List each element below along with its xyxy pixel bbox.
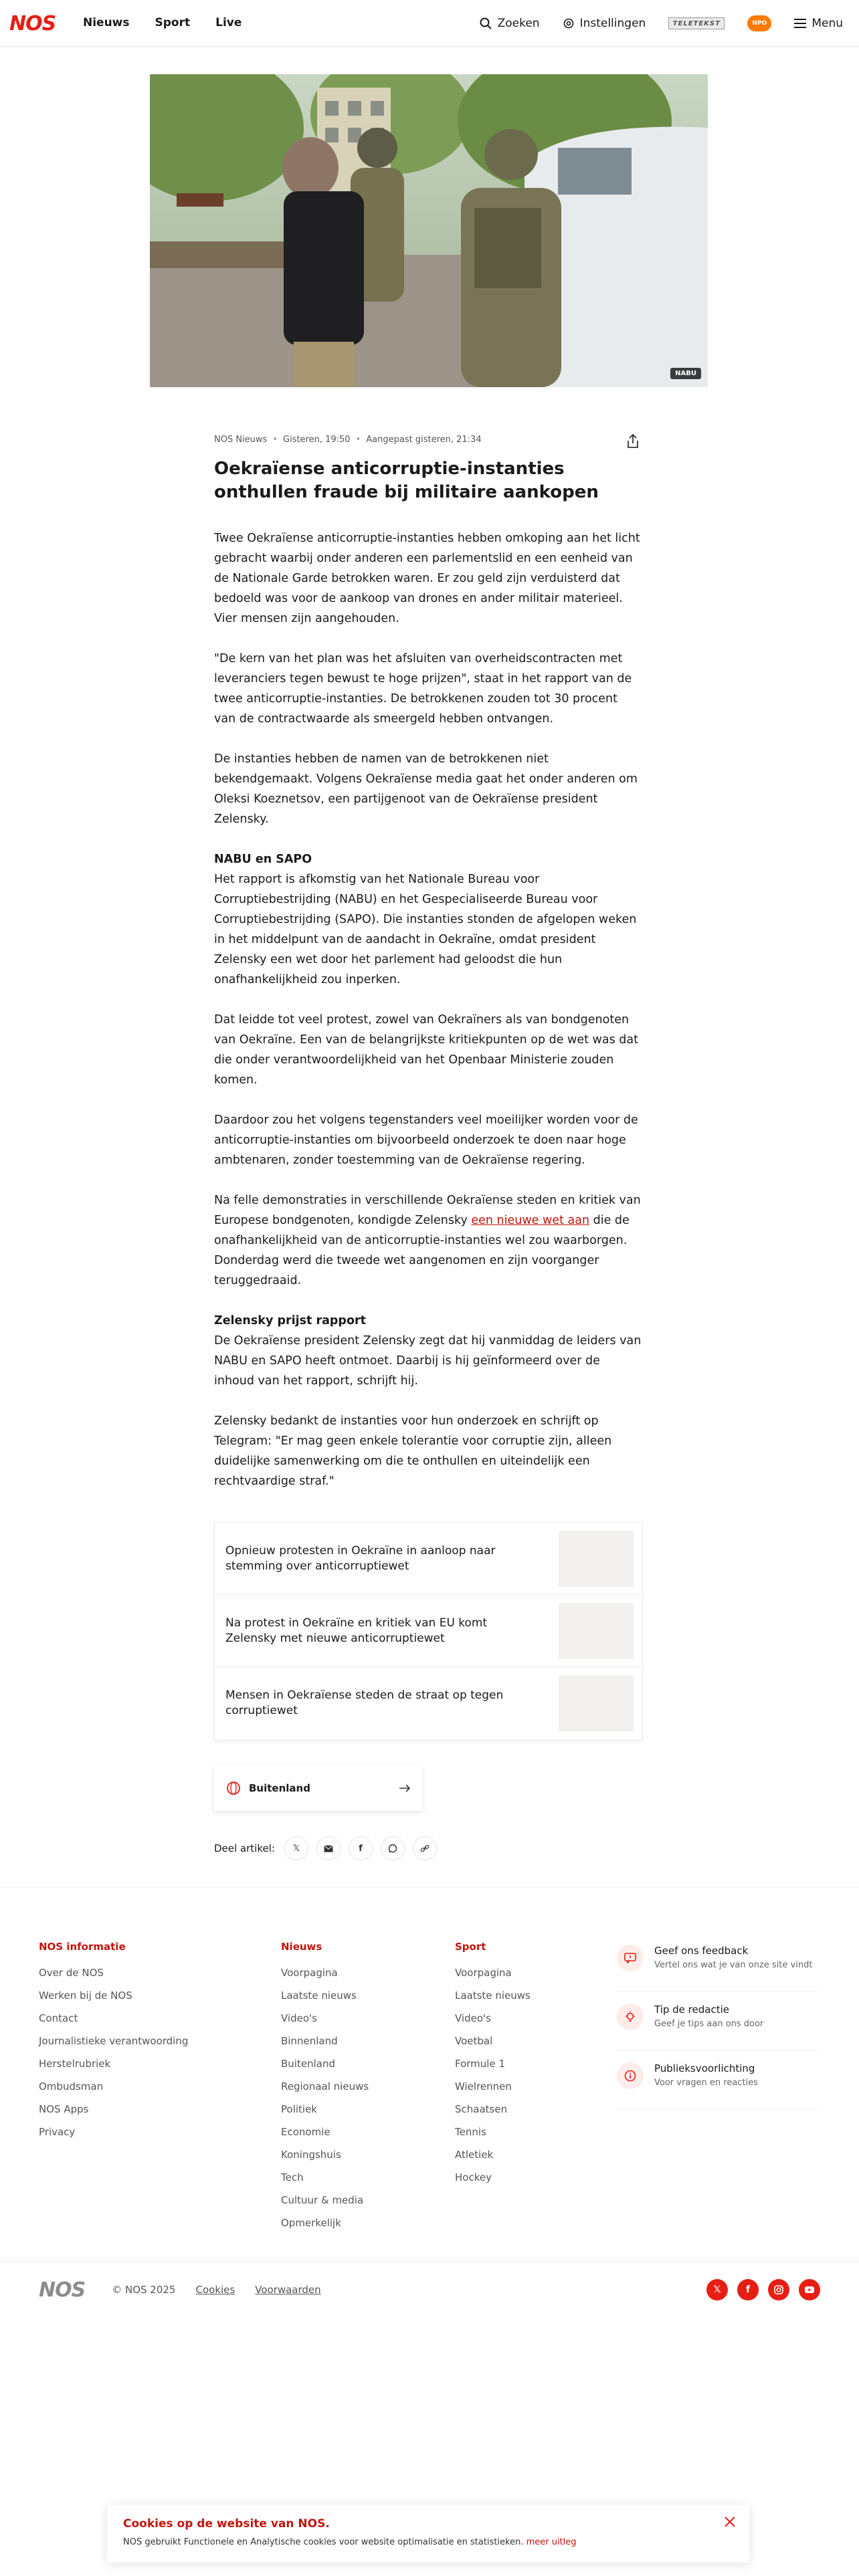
nos-logo[interactable] xyxy=(9,12,59,35)
facebook-icon: f xyxy=(359,1843,363,1854)
footer-link[interactable]: Schaatsen xyxy=(455,2103,508,2115)
footer-link[interactable]: Video's xyxy=(455,2012,491,2024)
lightbulb-icon xyxy=(617,2004,644,2030)
hero-image xyxy=(150,74,708,387)
feedback-subtitle: Vertel ons wat je van onze site vindt xyxy=(654,1960,813,1970)
cookie-banner-text xyxy=(123,2537,733,2547)
article-paragraph xyxy=(214,1190,642,1291)
footer-link[interactable]: Voorpagina xyxy=(281,1967,338,1979)
article-paragraph: Het rapport is afkomstig van het Nationale Bureau voor Corruptiebestrijding (NABU) en het Gespecialiseerde Bureau voor Corruptiebestrijding (SAPO). Die instanties stonden de afgelopen weken in het middelpunt van de aandacht in Oekraïne, omdat president Zelensky een wet door het parlement had geloodst die hun onafhankelijkheid zou inperken. xyxy=(214,873,637,986)
copyright-text: © NOS 2025 xyxy=(112,2284,176,2296)
social-links xyxy=(706,2279,820,2300)
site-header xyxy=(0,0,859,47)
gear-icon xyxy=(563,17,575,29)
main-nav xyxy=(83,16,242,29)
footer-link[interactable]: Journalistieke verantwoording xyxy=(39,2035,189,2047)
footer-divider xyxy=(0,1887,859,1888)
feedback-title: Geef ons feedback xyxy=(654,1945,749,1957)
footer-link[interactable]: Buitenland xyxy=(281,2058,335,2070)
copy-link-button[interactable] xyxy=(413,1836,437,1860)
settings-button[interactable] xyxy=(563,17,646,30)
related-article-title: Opnieuw protesten in Oekraïne in aanloop naar stemming over anticorruptiewet xyxy=(225,1543,496,1573)
whatsapp-icon xyxy=(388,1844,397,1853)
terms-link[interactable]: Voorwaarden xyxy=(255,2284,321,2296)
article-source: NOS Nieuws xyxy=(214,435,268,445)
arrow-right-icon xyxy=(399,1784,411,1793)
footer-divider xyxy=(0,2261,859,2262)
footer-link[interactable]: Over de NOS xyxy=(39,1967,104,1979)
share-icon xyxy=(625,433,641,450)
paragraph-text: die de onafhankelijkheid van de anticorruptie-instanties wel zou waarborgen. Donderdag werd die tweede wet aangenomen en zijn voorganger teruggedraaid. xyxy=(214,1214,630,1287)
footer-link[interactable]: Voorpagina xyxy=(455,1967,512,1979)
footer-column-nieuws xyxy=(281,1941,369,2234)
menu-button[interactable] xyxy=(794,17,843,30)
x-social-button[interactable] xyxy=(706,2279,728,2300)
share-email-button[interactable] xyxy=(316,1836,341,1860)
publieksvoorlichting-subtitle: Voor vragen en reacties xyxy=(654,2078,758,2088)
footer-column-title: NOS informatie xyxy=(39,1941,126,1953)
related-article-thumbnail xyxy=(559,1531,634,1587)
article-title: Oekraïense anticorruptie-instanties onthullen fraude bij militaire aankopen xyxy=(214,459,599,502)
cookie-more-info-link[interactable]: meer uitleg xyxy=(526,2537,577,2547)
x-icon: 𝕏 xyxy=(292,1843,300,1854)
topic-button-buitenland[interactable] xyxy=(214,1765,423,1811)
related-article-thumbnail xyxy=(559,1603,634,1659)
footer-link[interactable]: Privacy xyxy=(39,2126,76,2138)
footer-link[interactable]: Regionaal nieuws xyxy=(281,2080,369,2092)
close-icon xyxy=(723,2514,737,2529)
teletekst-link[interactable]: TELETEKST xyxy=(668,17,725,29)
instagram-social-button[interactable] xyxy=(768,2279,789,2300)
footer-contact-links xyxy=(617,1938,818,2109)
share-button[interactable] xyxy=(625,433,641,450)
hamburger-icon xyxy=(794,19,806,28)
meta-separator: • xyxy=(355,435,361,445)
article-paragraph: De instanties hebben de namen van de betrokkenen niet bekendgemaakt. Volgens Oekraïense media gaat het onder anderen om Oleksi Koeznetsov, een partijgenoot van de Oekraïense president Zelensky. xyxy=(214,752,638,826)
footer-link[interactable]: Video's xyxy=(281,2012,317,2024)
footer-column-nos-informatie xyxy=(39,1941,188,2143)
footer-link[interactable]: Laatste nieuws xyxy=(281,1990,357,2002)
footer-link[interactable]: Economie xyxy=(281,2126,330,2138)
footer-link[interactable]: Tech xyxy=(281,2171,304,2183)
article-updated: Aangepast gisteren, 21:34 xyxy=(366,435,482,445)
footer-link[interactable]: Tennis xyxy=(455,2126,486,2138)
globe-icon xyxy=(226,1781,241,1796)
article-paragraph: Daardoor zou het volgens tegenstanders veel moeilijker worden voor de anticorruptie-instanties om bijvoorbeeld onderzoek te doen naar hoge ambtenaren, zonder toestemming van de Oekraïense regering. xyxy=(214,1113,638,1167)
article-paragraph: De Oekraïense president Zelensky zegt dat hij vanmiddag de leiders van NABU en SAPO heeft ontmoet. Daarbij is hij geïnformeerd over de inhoud van het rapport, schrijft hij. xyxy=(214,1334,642,1388)
footer-link[interactable]: Hockey xyxy=(455,2171,492,2183)
article-subheading: NABU en SAPO xyxy=(214,853,312,866)
footer-column-title: Nieuws xyxy=(281,1941,322,1953)
meta-separator: • xyxy=(272,435,278,445)
info-icon xyxy=(617,2062,644,2089)
related-article-thumbnail xyxy=(559,1675,634,1731)
related-article-title: Mensen in Oekraïense steden de straat op tegen corruptiewet xyxy=(225,1689,504,1717)
photo-credit: NABU xyxy=(670,368,701,379)
cookie-banner-title: Cookies op de website van NOS. xyxy=(123,2517,330,2531)
related-article[interactable] xyxy=(215,1595,642,1667)
footer-link[interactable]: Politiek xyxy=(281,2103,317,2115)
article-paragraph: Dat leidde tot veel protest, zowel van Oekraïners als van bondgenoten van Oekraïne. Een van de belangrijkste kritiekpunten op de wet was dat die onder verantwoordelijkheid van het Openbaar Ministerie zouden komen. xyxy=(214,1013,638,1087)
footer-link[interactable]: Ombudsman xyxy=(39,2080,104,2092)
article-published: Gisteren, 19:50 xyxy=(283,435,351,445)
search-icon xyxy=(479,17,492,30)
article-paragraph: "De kern van het plan was het afsluiten van overheidscontracten met leveranciers tegen bewust te hoge prijzen", staat in het rapport van de twee anticorruptie-instanties. De betrokkenen zouden tot 30 procent van de contractwaarde als smeergeld hebben ontvangen. xyxy=(214,652,632,726)
feedback-link[interactable] xyxy=(617,1938,818,1992)
footer-link[interactable]: Werken bij de NOS xyxy=(39,1990,132,2002)
cookies-link[interactable]: Cookies xyxy=(195,2284,235,2296)
footer-link[interactable]: NOS Apps xyxy=(39,2103,89,2115)
paragraph-text: Na felle demonstraties in verschillende Oekraïense steden en kritiek van Europese bondgenoten, kondigde Zelensky xyxy=(214,1194,641,1227)
nav-item-live[interactable]: Live xyxy=(215,16,242,29)
share-facebook-button[interactable] xyxy=(349,1836,373,1860)
header-actions xyxy=(479,12,843,35)
publieksvoorlichting-text xyxy=(654,2062,758,2088)
nav-item-sport[interactable]: Sport xyxy=(155,16,191,29)
nav-item-nieuws[interactable]: Nieuws xyxy=(83,16,130,29)
article-meta xyxy=(214,435,482,445)
share-label: Deel artikel: xyxy=(214,1842,275,1854)
footer-link[interactable]: Contact xyxy=(39,2012,78,2024)
feedback-icon xyxy=(617,1945,644,1971)
related-article-title: Na protest in Oekraïne en kritiek van EU komt Zelensky met nieuwe anticorruptiewet xyxy=(225,1616,488,1645)
article-paragraph: Zelensky bedankt de instanties voor hun onderzoek en schrijft op Telegram: "Er mag geen enkele tolerantie voor corruptie zijn, alleen duidelijke samenwerking om die te onthullen en uiteindelijk een rechtvaardige straf." xyxy=(214,1414,612,1488)
search-button[interactable] xyxy=(479,17,540,30)
footer-link[interactable]: Koningshuis xyxy=(281,2149,341,2161)
link-icon xyxy=(420,1844,430,1853)
footer-column-sport xyxy=(455,1941,531,2189)
related-article[interactable] xyxy=(215,1667,642,1739)
tip-title: Tip de redactie xyxy=(654,2004,729,2016)
inline-link-nieuwe-wet[interactable]: een nieuwe wet aan xyxy=(471,1214,590,1227)
footer-link[interactable]: Atletiek xyxy=(455,2149,494,2161)
footer-link[interactable]: Wielrennen xyxy=(455,2080,512,2092)
share-article-row xyxy=(214,1836,437,1860)
footer-bottom-bar xyxy=(39,2275,820,2304)
article-subheading: Zelensky prijst rapport xyxy=(214,1314,366,1327)
search-label: Zoeken xyxy=(497,17,540,30)
publieksvoorlichting-title: Publieksvoorlichting xyxy=(654,2062,755,2074)
article-body xyxy=(214,528,642,1511)
share-whatsapp-button[interactable] xyxy=(381,1836,405,1860)
mail-icon xyxy=(324,1845,333,1852)
footer-column-title: Sport xyxy=(455,1941,486,1953)
cookie-description: NOS gebruikt Functionele en Analytische cookies voor website optimalisatie en statistieken. xyxy=(123,2537,524,2547)
facebook-social-button[interactable] xyxy=(737,2279,759,2300)
cookie-close-button[interactable] xyxy=(723,2514,737,2529)
hero-photo-illustration xyxy=(150,74,708,387)
footer-link[interactable]: Voetbal xyxy=(455,2035,493,2047)
youtube-icon xyxy=(804,2286,815,2294)
article-paragraph: Twee Oekraïense anticorruptie-instanties hebben omkoping aan het licht gebracht waarbij onder anderen een parlementslid en een eenheid van de Nationale Garde betrokken waren. Er zou geld zijn verduisterd dat bedoeld was voor de aankoop van drones en ander militair materieel. Vier mensen zijn aangehouden. xyxy=(214,532,640,625)
settings-label: Instellingen xyxy=(579,17,646,30)
feedback-text xyxy=(654,1945,812,1971)
npo-logo[interactable]: NPO xyxy=(747,15,771,31)
related-article[interactable] xyxy=(215,1523,642,1595)
publieksvoorlichting-link[interactable] xyxy=(617,2056,818,2109)
tip-text xyxy=(654,2004,763,2030)
related-articles xyxy=(214,1522,642,1740)
topic-label: Buitenland xyxy=(249,1782,310,1794)
footer-link[interactable]: Herstelrubriek xyxy=(39,2058,111,2070)
x-icon: 𝕏 xyxy=(713,2284,721,2295)
facebook-icon: f xyxy=(745,2284,751,2295)
footer-link[interactable]: Cultuur & media xyxy=(281,2194,364,2206)
share-x-button[interactable] xyxy=(284,1836,308,1860)
footer-link[interactable]: Formule 1 xyxy=(455,2058,505,2070)
tip-subtitle: Geef je tips aan ons door xyxy=(654,2019,764,2029)
footer-nos-logo[interactable]: NOS xyxy=(39,2278,86,2302)
youtube-social-button[interactable] xyxy=(799,2279,820,2300)
instagram-icon xyxy=(773,2284,784,2295)
footer-link[interactable]: Opmerkelijk xyxy=(281,2217,341,2229)
cookie-banner xyxy=(107,2505,749,2563)
menu-label: Menu xyxy=(812,17,843,30)
nos-logo-text: NOS xyxy=(9,11,56,35)
footer-link[interactable]: Laatste nieuws xyxy=(455,1990,531,2002)
footer-link[interactable]: Binnenland xyxy=(281,2035,338,2047)
tip-link[interactable] xyxy=(617,1997,818,2050)
